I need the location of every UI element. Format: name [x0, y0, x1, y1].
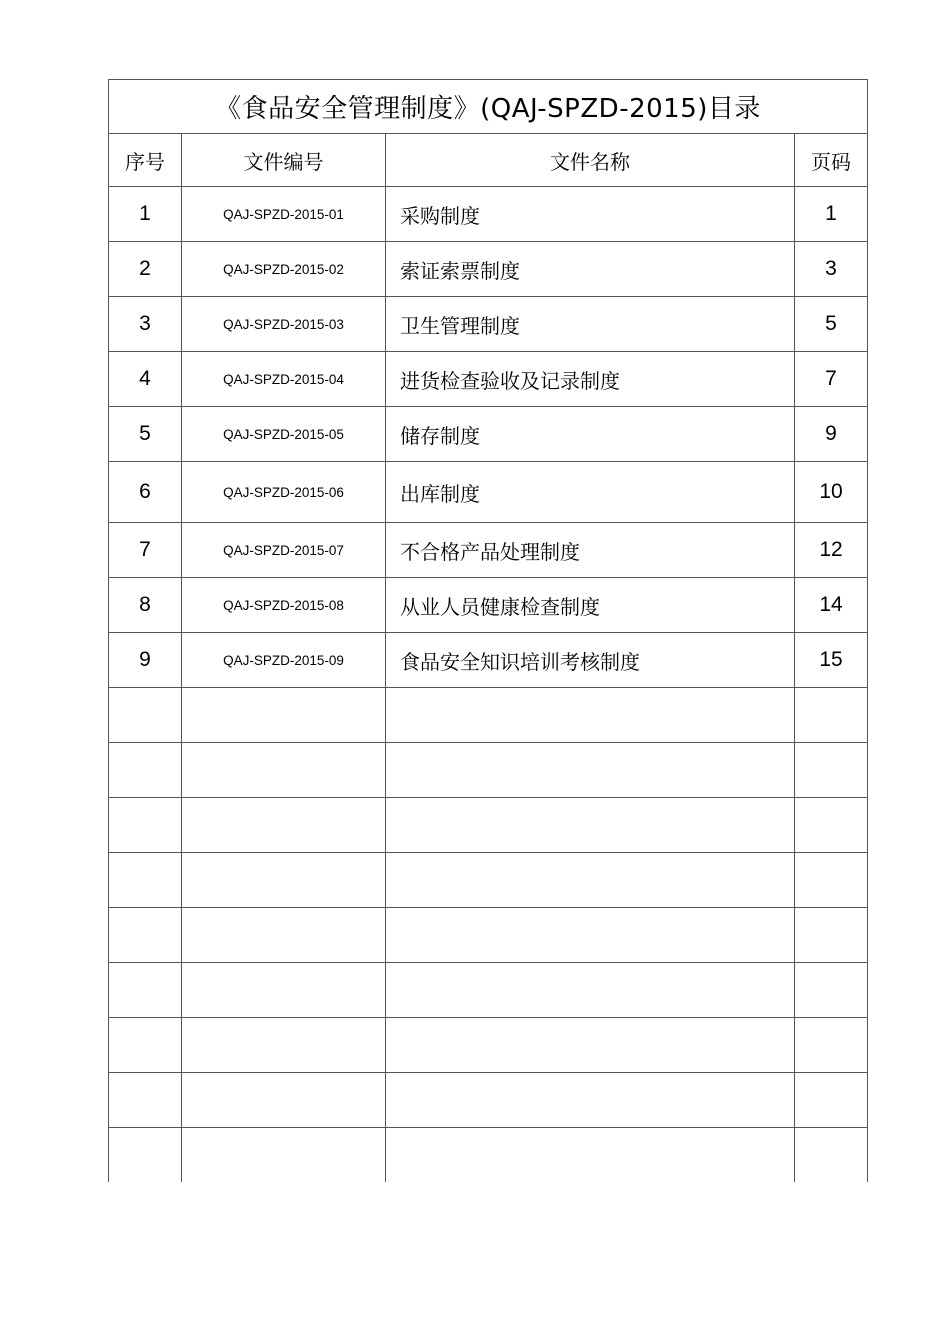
row-file-code: QAJ-SPZD-2015-04 — [182, 352, 386, 407]
table-row — [109, 523, 868, 578]
row-page — [795, 1073, 868, 1128]
header-file-name: 文件名称 — [386, 134, 795, 187]
title-row — [109, 80, 868, 134]
row-page: 14 — [795, 578, 868, 633]
row-file-name: 卫生管理制度 — [386, 297, 795, 352]
row-file-name — [386, 688, 795, 743]
row-number — [109, 1128, 182, 1183]
row-page: 1 — [795, 187, 868, 242]
row-number: 1 — [109, 187, 182, 242]
row-file-code: QAJ-SPZD-2015-05 — [182, 407, 386, 462]
header-number: 序号 — [109, 134, 182, 187]
row-number — [109, 908, 182, 963]
table-row — [109, 798, 868, 853]
row-number: 3 — [109, 297, 182, 352]
row-page: 7 — [795, 352, 868, 407]
header-file-code: 文件编号 — [182, 134, 386, 187]
row-number — [109, 963, 182, 1018]
row-number: 6 — [109, 462, 182, 523]
row-file-code — [182, 1018, 386, 1073]
row-page: 10 — [795, 462, 868, 523]
table-row — [109, 1018, 868, 1073]
row-page: 3 — [795, 242, 868, 297]
table-row — [109, 743, 868, 798]
row-page — [795, 908, 868, 963]
row-page — [795, 1128, 868, 1183]
row-file-name — [386, 798, 795, 853]
row-page: 9 — [795, 407, 868, 462]
table-row — [109, 462, 868, 523]
row-file-name — [386, 853, 795, 908]
row-page — [795, 853, 868, 908]
row-file-name — [386, 1128, 795, 1183]
row-number — [109, 853, 182, 908]
row-number — [109, 1018, 182, 1073]
row-file-code: QAJ-SPZD-2015-06 — [182, 462, 386, 523]
table-row — [109, 352, 868, 407]
row-file-name: 采购制度 — [386, 187, 795, 242]
document-title: 《食品安全管理制度》(QAJ-SPZD-2015)目录 — [109, 80, 868, 134]
row-number: 9 — [109, 633, 182, 688]
row-file-name: 从业人员健康检查制度 — [386, 578, 795, 633]
row-file-name: 储存制度 — [386, 407, 795, 462]
row-number: 8 — [109, 578, 182, 633]
row-file-code — [182, 1128, 386, 1183]
row-file-code — [182, 798, 386, 853]
header-page: 页码 — [795, 134, 868, 187]
row-file-name — [386, 743, 795, 798]
table-row — [109, 297, 868, 352]
header-row — [109, 134, 868, 187]
row-page — [795, 798, 868, 853]
row-page — [795, 688, 868, 743]
row-file-name — [386, 1018, 795, 1073]
row-number: 2 — [109, 242, 182, 297]
row-file-code — [182, 963, 386, 1018]
row-file-code: QAJ-SPZD-2015-01 — [182, 187, 386, 242]
row-page: 5 — [795, 297, 868, 352]
table-row — [109, 853, 868, 908]
row-file-name: 出库制度 — [386, 462, 795, 523]
row-page: 15 — [795, 633, 868, 688]
row-file-code — [182, 853, 386, 908]
row-file-code — [182, 688, 386, 743]
row-file-code — [182, 1073, 386, 1128]
table-of-contents — [108, 79, 868, 1182]
row-page — [795, 1018, 868, 1073]
row-file-code: QAJ-SPZD-2015-07 — [182, 523, 386, 578]
row-file-code: QAJ-SPZD-2015-08 — [182, 578, 386, 633]
row-number — [109, 798, 182, 853]
table-row — [109, 242, 868, 297]
table-row — [109, 1128, 868, 1183]
row-file-code: QAJ-SPZD-2015-03 — [182, 297, 386, 352]
row-number: 4 — [109, 352, 182, 407]
row-file-name: 食品安全知识培训考核制度 — [386, 633, 795, 688]
row-number — [109, 688, 182, 743]
row-file-name: 索证索票制度 — [386, 242, 795, 297]
row-file-name: 不合格产品处理制度 — [386, 523, 795, 578]
table-row — [109, 1073, 868, 1128]
table-row — [109, 688, 868, 743]
row-file-name: 进货检查验收及记录制度 — [386, 352, 795, 407]
row-page — [795, 743, 868, 798]
table-row — [109, 407, 868, 462]
table-row — [109, 908, 868, 963]
table-row — [109, 187, 868, 242]
row-page — [795, 963, 868, 1018]
row-file-name — [386, 908, 795, 963]
row-file-code — [182, 743, 386, 798]
row-file-code: QAJ-SPZD-2015-09 — [182, 633, 386, 688]
row-number — [109, 1073, 182, 1128]
table-row — [109, 578, 868, 633]
row-number: 5 — [109, 407, 182, 462]
table-row — [109, 633, 868, 688]
row-number — [109, 743, 182, 798]
row-file-code — [182, 908, 386, 963]
row-page: 12 — [795, 523, 868, 578]
row-file-name — [386, 963, 795, 1018]
toc-body — [109, 80, 868, 1183]
row-file-code: QAJ-SPZD-2015-02 — [182, 242, 386, 297]
row-number: 7 — [109, 523, 182, 578]
table-row — [109, 963, 868, 1018]
row-file-name — [386, 1073, 795, 1128]
